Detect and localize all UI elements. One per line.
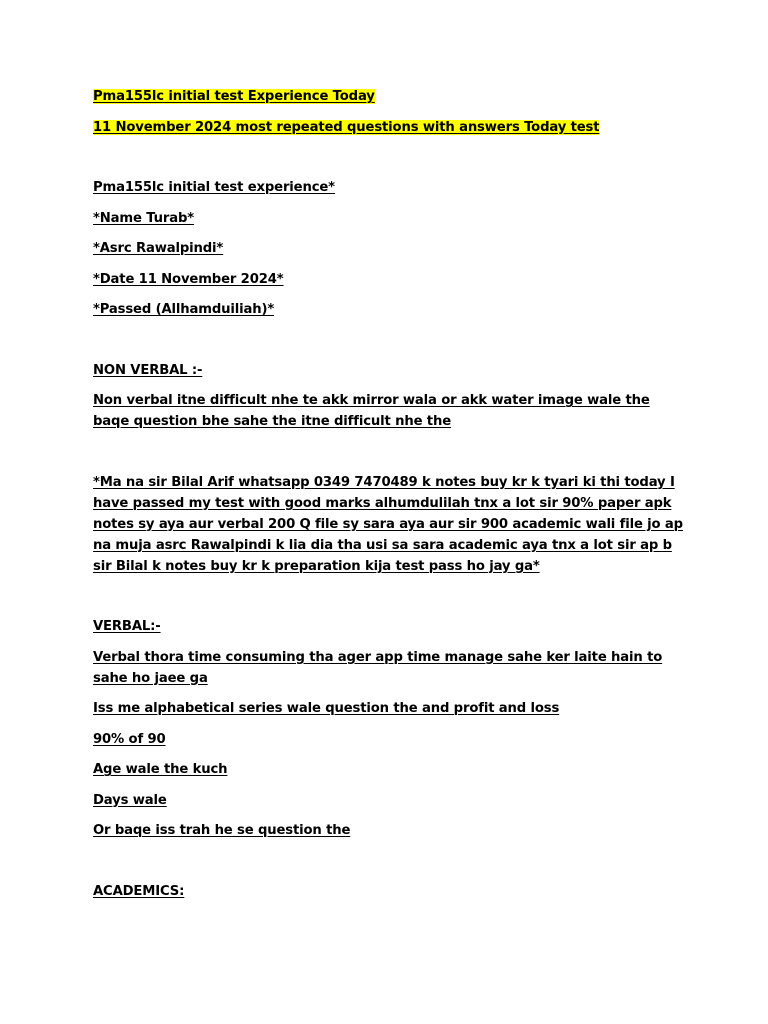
document-body bbox=[93, 86, 683, 911]
highlighted-title-1: Pma155lc initial test Experience Today bbox=[93, 89, 375, 104]
verbal-line: Verbal thora time consuming tha ager app time manage sahe ker laite hain to sahe ho jaee ga bbox=[93, 649, 663, 686]
spacer bbox=[93, 586, 683, 616]
spacer bbox=[93, 147, 683, 177]
spacer bbox=[93, 330, 683, 360]
title-line-2 bbox=[93, 117, 683, 138]
non-verbal-heading: NON VERBAL :- bbox=[93, 362, 203, 378]
intro-name: *Name Turab* bbox=[93, 210, 194, 226]
verbal-line: Days wale bbox=[93, 792, 167, 808]
intro-heading: Pma155lc initial test experience* bbox=[93, 180, 335, 195]
non-verbal-text: Non verbal itne difficult nhe te akk mirror wala or akk water image wale the baqe question bhe sahe the itne difficult nhe the bbox=[93, 393, 650, 429]
academics-heading: ACADEMICS: bbox=[93, 883, 185, 899]
spacer bbox=[93, 851, 683, 881]
title-line-1 bbox=[93, 86, 683, 107]
spacer bbox=[93, 442, 683, 472]
intro-result: *Passed (Allhamduiliah)* bbox=[93, 302, 275, 317]
intro-center: *Asrc Rawalpindi* bbox=[93, 241, 224, 256]
intro-date: *Date 11 November 2024* bbox=[93, 271, 284, 287]
verbal-line: Or baqe iss trah he se question the bbox=[93, 823, 351, 838]
testimonial-paragraph: *Ma na sir Bilal Arif whatsapp 0349 7470489 k notes buy kr k tyari ki thi today I have passed my test with good marks alhumdulilah tnx a lot sir 90% paper apk notes sy aya aur verbal 200 Q file sy sara aya aur sir 900 academic wali file jo ap na muja asrc Rawalpindi k lia dia tha usi sa sara academic aya tnx a lot sir ap b sir Bilal k notes buy kr k preparation kija test pass ho jay ga* bbox=[93, 474, 683, 574]
verbal-line: Age wale the kuch bbox=[93, 762, 228, 777]
verbal-line: 90% of 90 bbox=[93, 731, 166, 747]
verbal-line: Iss me alphabetical series wale question the and profit and loss bbox=[93, 701, 560, 716]
verbal-heading: VERBAL:- bbox=[93, 619, 161, 634]
highlighted-title-2: 11 November 2024 most repeated questions with answers Today test bbox=[93, 119, 600, 135]
